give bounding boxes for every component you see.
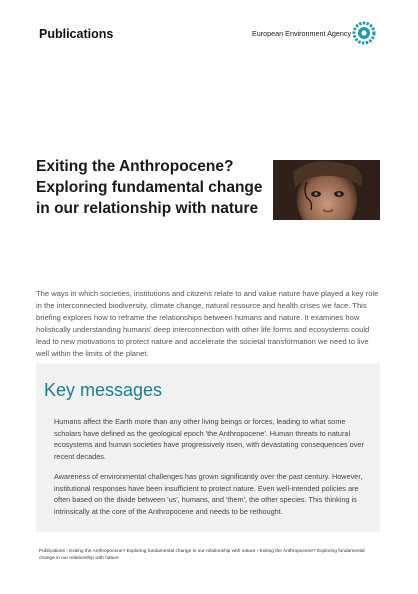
eea-logo-icon[interactable]	[352, 21, 376, 45]
intro-paragraph: The ways in which societies, institutions and citizens relate to and value nature have played a key role in the interconnected biodiversity, climate change, natural resource and health crises we face. This briefing explores how to reframe the relationships between humans and nature. It examines how holistically understanding humans' deep interconnection with other life forms and ecosystems could lead to new motivations to protect nature and accelerate the societal transformation we need to live well within the limits of the planet.	[36, 288, 379, 358]
key-messages-box	[36, 363, 380, 532]
key-message-paragraph: Humans affect the Earth more than any other living beings or forces, leading to what some scholars have defined as the geological epoch 'the Anthropocene'. Human threats to natural ecosystems and human societies have progressively risen, with devastating consequences over recent decades.	[54, 417, 364, 461]
child-portrait-image	[273, 160, 380, 220]
key-messages-heading: Key messages	[44, 380, 163, 400]
key-message-paragraph: Awareness of environmental challenges has grown significantly over the past century. However, institutional responses have been insufficient to protect nature. Even well-intended policies are often based on the divide between 'us', humans, and 'them', the other species. This thinking is intrinsically at the core of the Anthropocene and needs to be rethought.	[54, 472, 363, 516]
breadcrumb-footer: Publications › Exiting the Anthropocene? Exploring fundamental change in our relationship with nature › Exiting the Anthropocene? Exploring fundamental change in our relationship with nature	[39, 549, 365, 561]
cover-image	[273, 160, 380, 220]
section-label[interactable]: Publications	[39, 27, 114, 41]
agency-name[interactable]: European Environment Agency	[252, 29, 352, 38]
page-title: Exiting the Anthropocene? Exploring fundamental change in our relationship with nature	[36, 158, 263, 217]
